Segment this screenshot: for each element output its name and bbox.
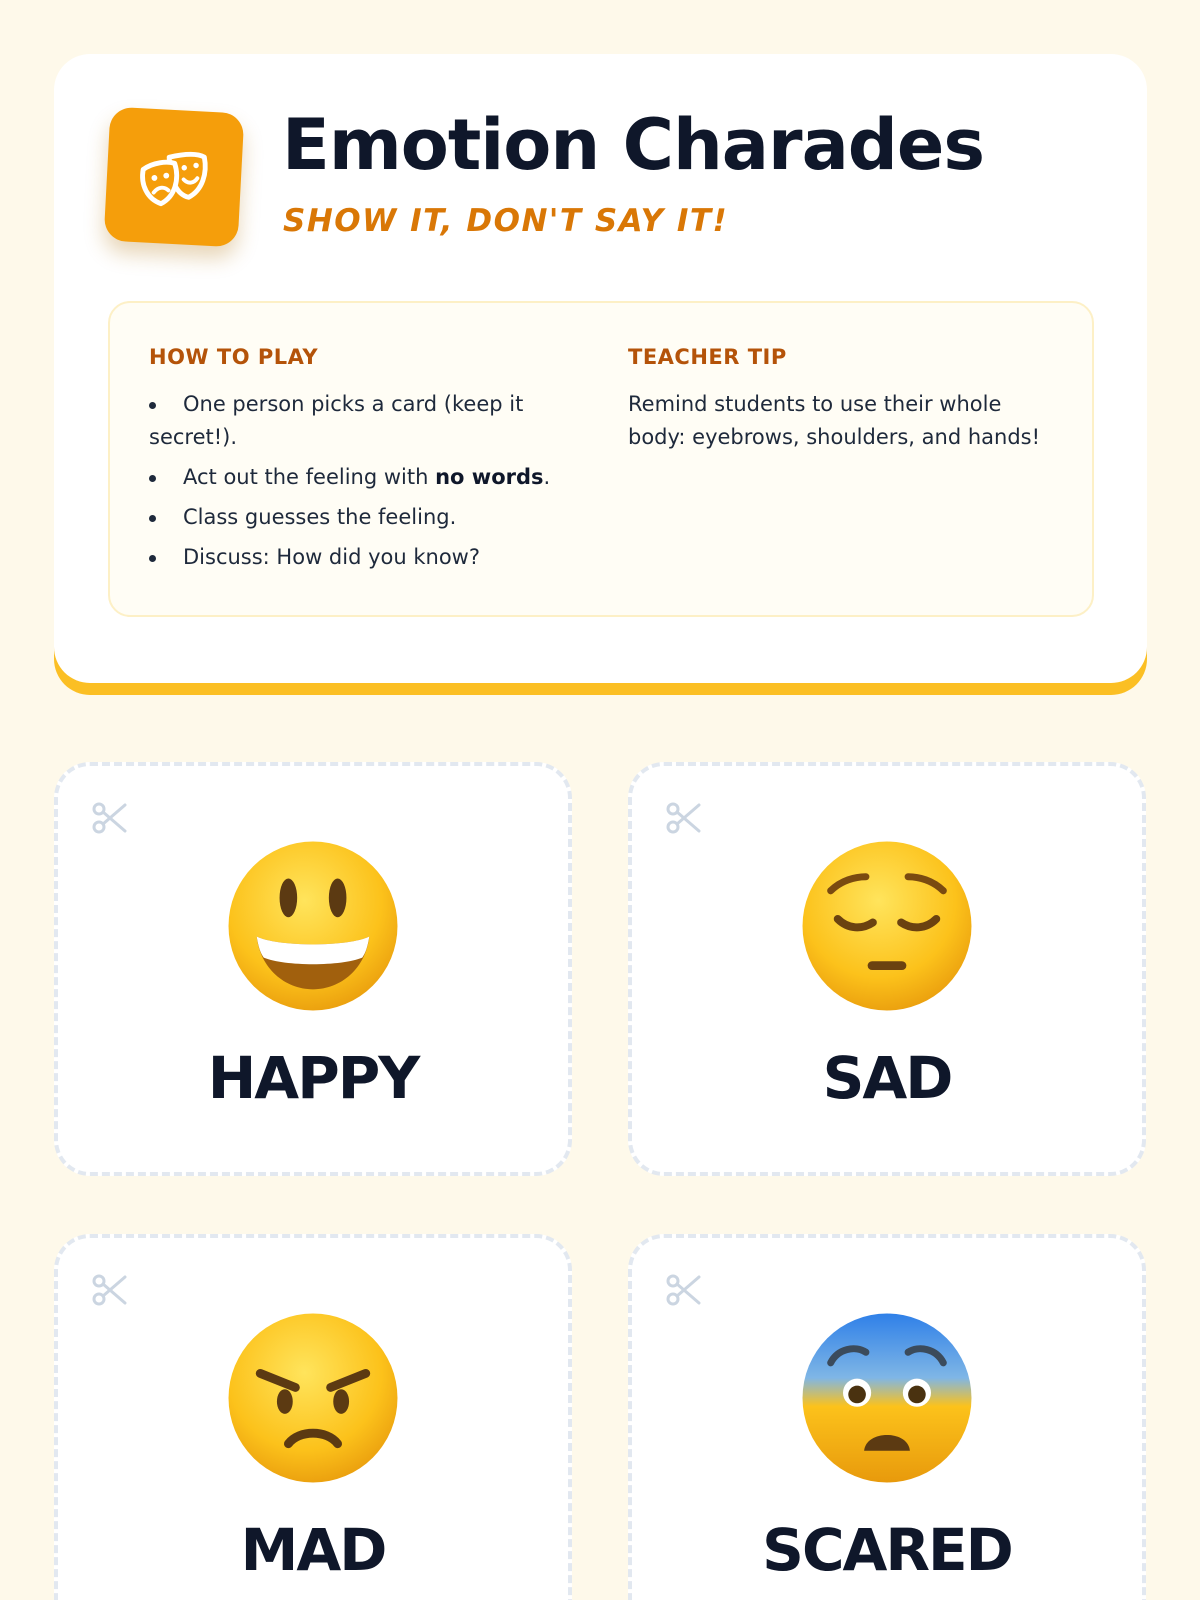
scissors-icon [666,1272,702,1308]
rule-text: Class guesses the feeling. [183,505,457,529]
scissors-icon [666,800,702,836]
rule-emphasis: no words [435,465,544,489]
list-item [149,501,569,534]
list-item [149,461,569,494]
emotion-card-mad [54,1234,572,1600]
card-label: SCARED [762,1516,1012,1584]
how-to-play-heading: HOW TO PLAY [149,345,319,369]
pensive-face-icon [799,838,975,1014]
rule-text: One person picks a card (keep it secret!). [149,392,524,449]
scissors-icon [92,1272,128,1308]
page-title: Emotion Charades [282,104,985,186]
fearful-face-icon [799,1310,975,1486]
rule-text: Discuss: How did you know? [183,545,480,569]
how-to-play-list [149,388,569,581]
angry-face-icon [225,1310,401,1486]
emotion-card-happy [54,762,572,1176]
list-item [149,541,569,574]
rule-text-end: . [543,465,551,489]
card-label: HAPPY [207,1044,419,1112]
teacher-tip-heading: TEACHER TIP [628,345,787,369]
list-item [149,388,569,454]
page-subtitle: SHOW IT, DON'T SAY IT! [283,203,729,239]
teacher-tip-text: Remind students to use their whole body: eyebrows, shoulders, and hands! [628,392,1041,449]
emotion-card-scared [628,1234,1146,1600]
grinning-face-icon [225,838,401,1014]
card-label: MAD [240,1516,386,1584]
emotion-card-sad [628,762,1146,1176]
theater-masks-icon [133,136,215,218]
scissors-icon [92,800,128,836]
rule-text: Act out the feeling with [183,465,436,489]
card-label: SAD [822,1044,952,1112]
logo-tile [104,107,245,248]
